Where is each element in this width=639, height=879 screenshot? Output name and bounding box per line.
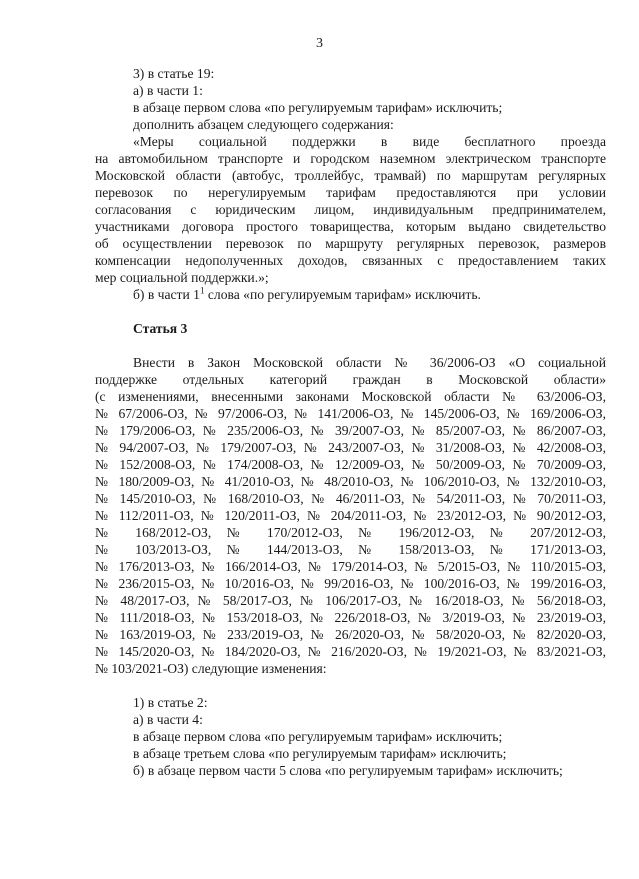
- quote-line: об осуществлении перевозок по маршруту регулярных перевозок, размеров: [95, 236, 606, 251]
- body-line: № 176/2013-ОЗ, № 166/2014-ОЗ, № 179/2014-ОЗ, № 5/2015-ОЗ, № 110/2015-ОЗ,: [95, 559, 606, 574]
- body-line: (с изменениями, внесенными законами Московской области № 63/2006-ОЗ,: [95, 389, 606, 404]
- paragraph-line: в абзаце первом слова «по регулируемым тарифам» исключить;: [133, 100, 503, 115]
- paragraph-line: в абзаце первом слова «по регулируемым тарифам» исключить;: [133, 729, 503, 744]
- body-line: № 94/2007-ОЗ, № 179/2007-ОЗ, № 243/2007-ОЗ, № 31/2008-ОЗ, № 42/2008-ОЗ,: [95, 440, 606, 455]
- subitem-part-4: а) в части 4:: [133, 712, 203, 727]
- body-line: № 163/2019-ОЗ, № 233/2019-ОЗ, № 26/2020-ОЗ, № 58/2020-ОЗ, № 82/2020-ОЗ,: [95, 627, 606, 642]
- body-line: № 111/2018-ОЗ, № 153/2018-ОЗ, № 226/2018-ОЗ, № 3/2019-ОЗ, № 23/2019-ОЗ,: [95, 610, 606, 625]
- body-line: № 103/2021-ОЗ) следующие изменения:: [95, 661, 327, 676]
- quote-line: участниками договора простого товарищества, которым выдано свидетельство: [95, 219, 606, 234]
- body-line: № 67/2006-ОЗ, № 97/2006-ОЗ, № 141/2006-ОЗ, № 145/2006-ОЗ, № 169/2006-ОЗ,: [95, 406, 606, 421]
- subitem-text-end: слова «по регулируемым тарифам» исключить.: [204, 287, 481, 302]
- body-line: № 48/2017-ОЗ, № 58/2017-ОЗ, № 106/2017-ОЗ, № 16/2018-ОЗ, № 56/2018-ОЗ,: [95, 593, 606, 608]
- paragraph-line: б) в абзаце первом части 5 слова «по регулируемым тарифам» исключить;: [133, 763, 563, 778]
- page-number: 3: [316, 36, 323, 51]
- item-article-2: 1) в статье 2:: [133, 695, 208, 710]
- paragraph-line: в абзаце третьем слова «по регулируемым тарифам» исключить;: [133, 746, 507, 761]
- quote-line: на автомобильном транспорте и городском наземном электрическом транспорте: [95, 151, 606, 166]
- quote-line: «Меры социальной поддержки в виде бесплатного проезда: [133, 134, 606, 149]
- quote-line: компенсации недополученных доходов, связанных с предоставлением таких: [95, 253, 606, 268]
- article-heading: Статья 3: [133, 321, 188, 336]
- body-line: № 145/2010-ОЗ, № 168/2010-ОЗ, № 46/2011-ОЗ, № 54/2011-ОЗ, № 70/2011-ОЗ,: [95, 491, 606, 506]
- body-line: № 236/2015-ОЗ, № 10/2016-ОЗ, № 99/2016-ОЗ, № 100/2016-ОЗ, № 199/2016-ОЗ,: [95, 576, 606, 591]
- quote-line: согласования с юридическим лицом, индивидуальным предпринимателем,: [95, 202, 606, 217]
- quote-line: мер социальной поддержки.»;: [95, 270, 269, 285]
- body-line: № 168/2012-ОЗ, № 170/2012-ОЗ, № 196/2012-ОЗ, № 207/2012-ОЗ,: [95, 525, 606, 540]
- subitem-part-1: а) в части 1:: [133, 83, 203, 98]
- body-line: поддержке отдельных категорий граждан в Московской области»: [95, 372, 606, 387]
- body-line: № 179/2006-ОЗ, № 235/2006-ОЗ, № 39/2007-ОЗ, № 85/2007-ОЗ, № 86/2007-ОЗ,: [95, 423, 606, 438]
- quote-line: перевозок по нерегулируемым тарифам предоставляются при условии: [95, 185, 606, 200]
- body-line: № 112/2011-ОЗ, № 120/2011-ОЗ, № 204/2011-ОЗ, № 23/2012-ОЗ, № 90/2012-ОЗ,: [95, 508, 606, 523]
- item-article-19: 3) в статье 19:: [133, 66, 215, 81]
- body-line: № 152/2008-ОЗ, № 174/2008-ОЗ, № 12/2009-ОЗ, № 50/2009-ОЗ, № 70/2009-ОЗ,: [95, 457, 606, 472]
- quote-line: Московской области (автобус, троллейбус, трамвай) по маршрутам регулярных: [95, 168, 606, 183]
- paragraph-line: дополнить абзацем следующего содержания:: [133, 117, 394, 132]
- subitem-text-start: б) в части 1: [133, 287, 200, 302]
- body-line: № 103/2013-ОЗ, № 144/2013-ОЗ, № 158/2013-ОЗ, № 171/2013-ОЗ,: [95, 542, 606, 557]
- superscript: 1: [199, 285, 205, 296]
- body-line: Внести в Закон Московской области № 36/2006-ОЗ «О социальной: [133, 355, 606, 370]
- body-line: № 180/2009-ОЗ, № 41/2010-ОЗ, № 48/2010-ОЗ, № 106/2010-ОЗ, № 132/2010-ОЗ,: [95, 474, 606, 489]
- body-line: № 145/2020-ОЗ, № 184/2020-ОЗ, № 216/2020-ОЗ, № 19/2021-ОЗ, № 83/2021-ОЗ,: [95, 644, 606, 659]
- subitem-part-1-1: [133, 287, 606, 303]
